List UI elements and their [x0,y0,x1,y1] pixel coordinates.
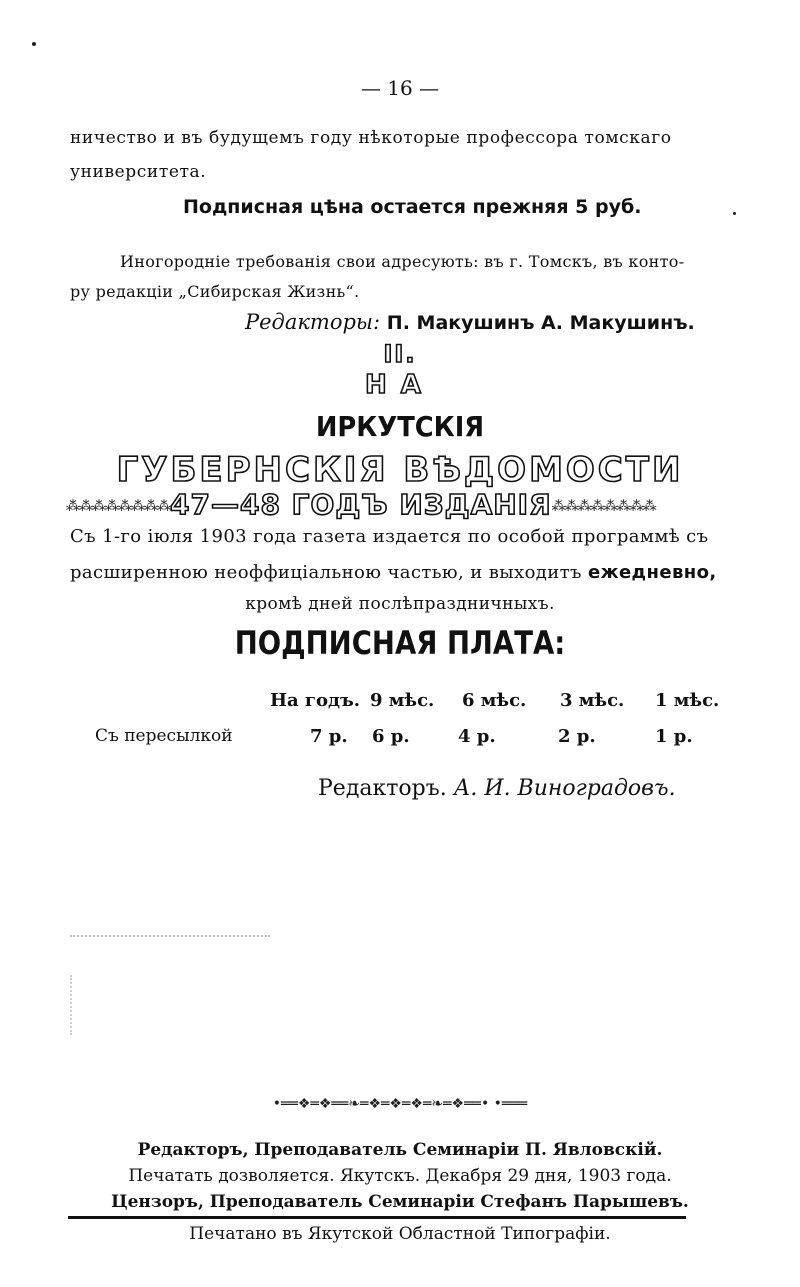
price-row-label: Съ пересылкой [95,726,233,746]
footer-censor-line: Цензоръ, Преподаватель Семинаріи Стефанъ Парышевъ. [111,1192,689,1212]
body-line-2 [70,562,717,583]
price-table-row [0,726,800,756]
price-header-1: 1 мѣс. [655,690,720,711]
ornament-right: ⁂⁂⁂⁂⁂⁂⁂⁂ [551,498,656,515]
body-line-2-emphasis: ежедневно, [588,562,717,583]
decorative-divider: •══❖═❖══❧═❖═❖═❖═❧═❖══• •═══ [272,1096,528,1112]
faint-smudge [70,975,78,1035]
page-number: — 16 — [360,76,440,100]
price-value-year: 7 р. [310,726,348,747]
footer-printer-line: Печатано въ Якутской Областной Типографіи. [189,1224,611,1244]
price-header-year: На годъ. [270,690,361,711]
price-value-9: 6 р. [372,726,410,747]
body-line-2-text: расширенною неоффиціальною частью, и выходитъ [70,562,582,583]
subscription-heading: ПОДПИСНАЯ ПЛАТА: [234,624,566,662]
price-table-header [0,690,800,720]
price-value-3: 2 р. [558,726,596,747]
orders-line-2: ру редакціи „Сибирская Жизнь“. [70,282,360,301]
price-header-6: 6 мѣс. [462,690,527,711]
section-preposition: НА [365,370,435,400]
intro-line-2: университета. [70,162,207,182]
price-header-9: 9 мѣс. [370,690,435,711]
editor-label: Редакторъ. [318,776,447,801]
ink-speck [733,212,736,215]
footer-permission-line: Печатать дозволяется. Якутскъ. Декабря 29 дня, 1903 года. [128,1166,672,1186]
editors-label: Редакторы: [245,310,381,334]
newspaper-title-line-1: ИРКУТСКІЯ [315,410,485,443]
subscription-price-note: Подписная цѣна остается прежняя 5 руб. [183,196,642,218]
editor-line [318,776,676,801]
orders-line-1: Иногородніе требованія свои адресують: въ г. Томскъ, въ конто- [120,252,685,271]
editors-line [245,310,695,334]
body-line-3: кромѣ дней послѣпраздничныхъ. [245,594,555,614]
editors-names: П. Макушинъ А. Макушинъ. [386,312,695,334]
section-number: II. [383,340,417,368]
footer-rule [68,1216,686,1219]
price-value-1: 1 р. [655,726,693,747]
ornament-left: ⁂⁂⁂⁂⁂⁂⁂⁂ [66,498,170,515]
year-of-publication: 47—48 ГОДЪ ИЗДАНІЯ [170,488,552,521]
price-value-6: 4 р. [458,726,496,747]
intro-line-1: ничество и въ будущемъ году нѣкоторые профессора томскаго [70,128,672,148]
price-header-3: 3 мѣс. [560,690,625,711]
ink-speck [32,42,36,46]
year-line [66,488,736,521]
faint-smudge [70,935,270,943]
newspaper-title-line-2: ГУБЕРНСКІЯ ВѢДОМОСТИ [116,450,684,490]
body-line-1: Съ 1-го іюля 1903 года газета издается по особой программѣ съ [70,526,709,547]
editor-name: А. И. Виноградовъ. [453,776,676,801]
footer-editor-line: Редакторъ, Преподаватель Семинаріи П. Явловскій. [137,1140,663,1160]
